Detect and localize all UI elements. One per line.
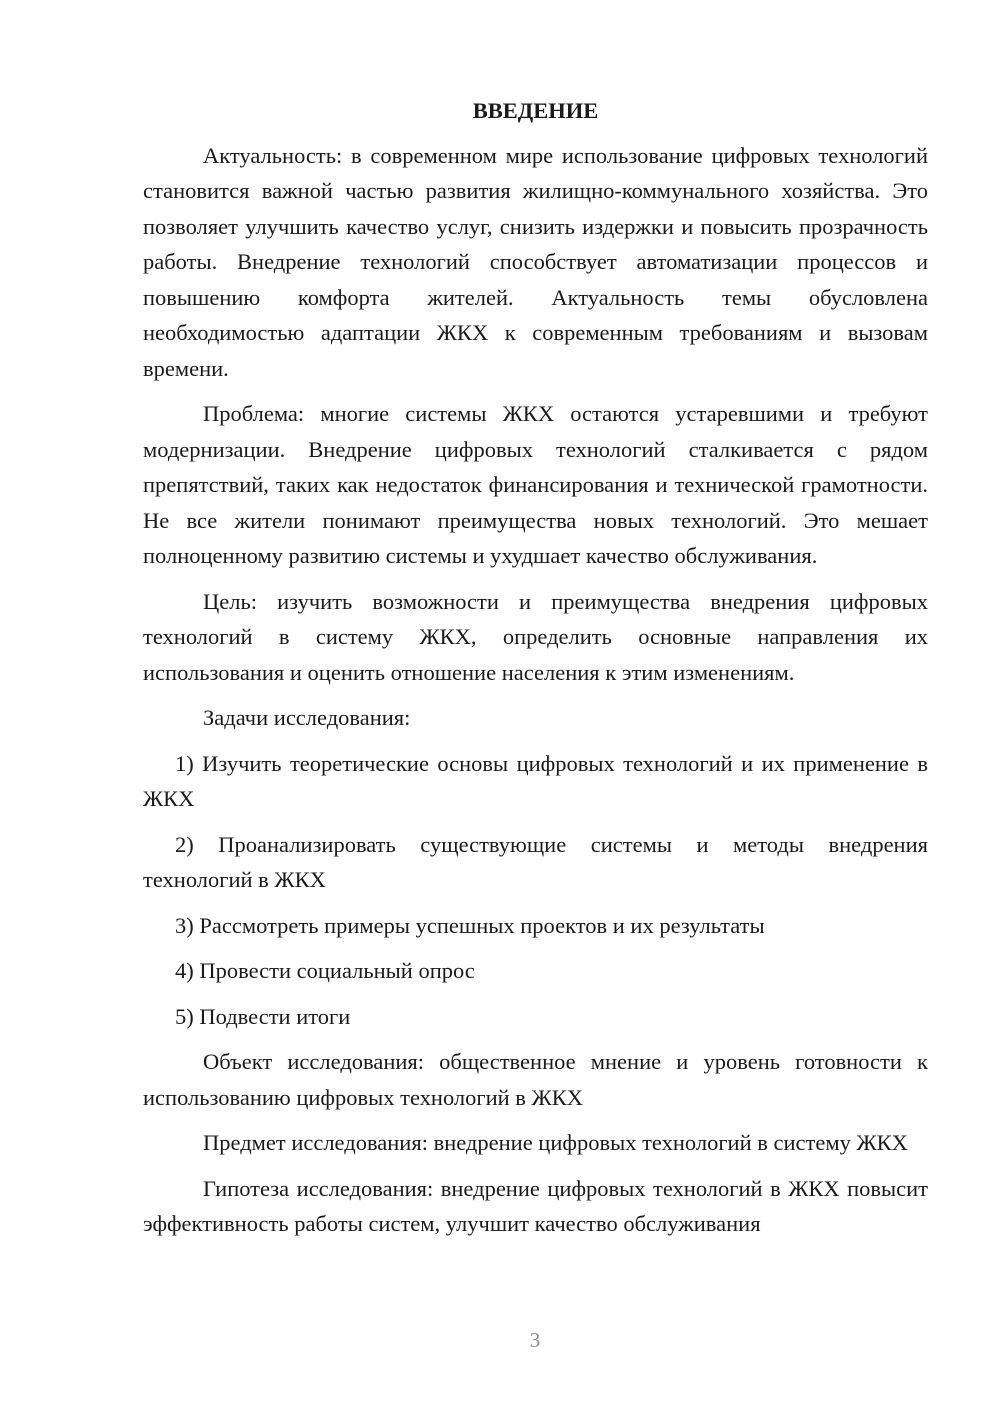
page-content — [143, 93, 928, 1252]
relevance-paragraph: Актуальность: в современном мире использование цифровых технологий становится важной частью развития жилищно-коммунального хозяйства. Это позволяет улучшить качество услуг, снизить издержки и повысить прозрачность работы. Внедрение технологий способствует автоматизации процессов и повышению комфорта жителей. Актуальность темы обусловлена необходимостью адаптации ЖКХ к современным требованиям и вызовам времени. — [143, 142, 928, 381]
goal-paragraph: Цель: изучить возможности и преимущества внедрения цифровых технологий в систему ЖКХ, определить основные направления их использования и оценить отношение населения к этим изменениям. — [143, 588, 928, 685]
task-item-3: 3) Рассмотреть примеры успешных проектов и их результаты — [175, 912, 765, 938]
problem-paragraph: Проблема: многие системы ЖКХ остаются устаревшими и требуют модернизации. Внедрение цифровых технологий сталкивается с рядом препятствий, таких как недостаток финансирования и технической грамотности. Не все жители понимают преимущества новых технологий. Это мешает полноценному развитию системы и ухудшает качество обслуживания. — [143, 401, 928, 568]
tasks-heading: Задачи исследования: — [203, 705, 411, 730]
page-title: ВВЕДЕНИЕ — [472, 98, 599, 123]
task-item-2: 2) Проанализировать существующие системы и методы внедрения технологий в ЖКХ — [143, 831, 928, 892]
task-item-4: 4) Провести социальный опрос — [175, 958, 475, 983]
task-item-5: 5) Подвести итоги — [175, 1003, 351, 1029]
hypothesis-paragraph: Гипотеза исследования: внедрение цифровых технологий в ЖКХ повысит эффективность работы систем, улучшит качество обслуживания — [143, 1175, 928, 1236]
object-paragraph: Объект исследования: общественное мнение и уровень готовности к использованию цифровых технологий в ЖКХ — [143, 1049, 928, 1110]
task-item-1: 1) Изучить теоретические основы цифровых технологий и их применение в ЖКХ — [143, 750, 928, 811]
subject-paragraph: Предмет исследования: внедрение цифровых технологий в систему ЖКХ — [203, 1130, 908, 1155]
page-number: 3 — [529, 1328, 541, 1352]
